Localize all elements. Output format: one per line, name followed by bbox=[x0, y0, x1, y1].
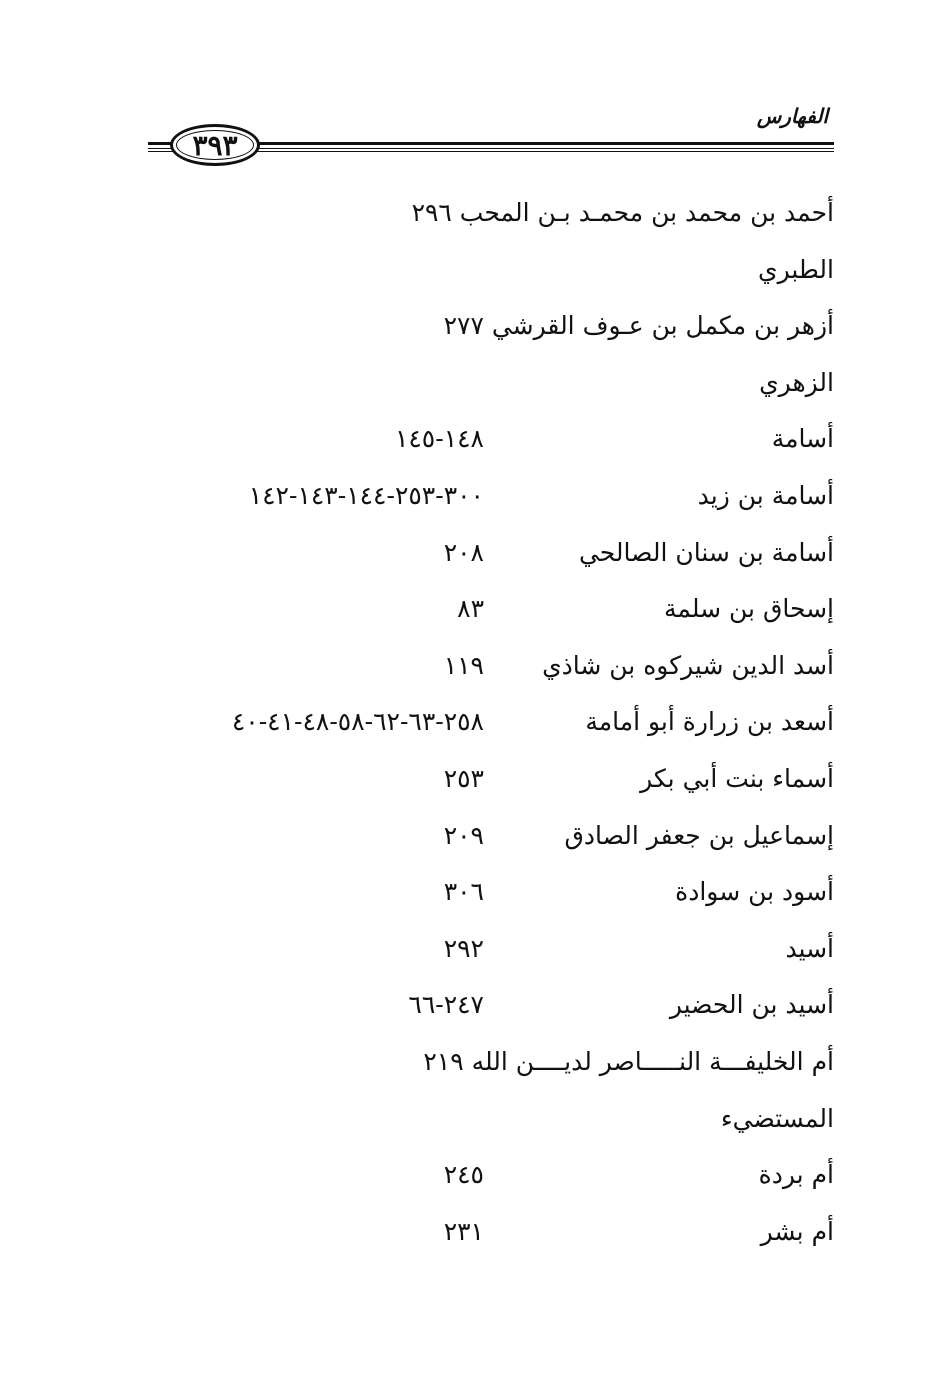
entry-pages: ٢٤٧-٦٦ bbox=[408, 990, 484, 1020]
entry-pages: ٢٥٣ bbox=[443, 763, 484, 793]
entry-text: المستضيء bbox=[720, 1103, 834, 1133]
index-entry bbox=[150, 473, 834, 530]
index-entry bbox=[150, 869, 834, 926]
entry-name: أسيد بن الحضير bbox=[669, 990, 834, 1020]
entry-pages: ٣٠٦ bbox=[443, 877, 484, 907]
page-number-badge bbox=[170, 124, 260, 166]
entry-name: أسامة bbox=[771, 424, 834, 454]
entry-name: إسحاق بن سلمة bbox=[663, 594, 834, 624]
entry-pages: ٢٣١ bbox=[443, 1216, 484, 1246]
index-list bbox=[150, 190, 834, 1265]
entry-name: أسماء بنت أبي بكر bbox=[640, 763, 834, 793]
entry-name: أسود بن سوادة bbox=[675, 877, 834, 907]
entry-text: الزهري bbox=[759, 367, 834, 397]
entry-name: إسماعيل بن جعفر الصادق bbox=[564, 820, 834, 850]
index-entry bbox=[150, 247, 834, 304]
index-entry bbox=[150, 699, 834, 756]
index-entry bbox=[150, 926, 834, 983]
index-entry bbox=[150, 982, 834, 1039]
entry-text: أحمد بن محمد بن محمـد بـن المحب ٢٩٦ bbox=[411, 198, 834, 227]
entry-pages: ١٤٨-١٤٥ bbox=[394, 424, 484, 454]
entry-name: أسد الدين شيركوه بن شاذي bbox=[542, 650, 834, 680]
index-entry bbox=[150, 190, 834, 247]
index-entry bbox=[150, 1152, 834, 1209]
entry-name: أسيد bbox=[785, 933, 834, 963]
index-entry bbox=[150, 643, 834, 700]
index-entry bbox=[150, 1039, 834, 1096]
index-entry bbox=[150, 813, 834, 870]
index-entry bbox=[150, 530, 834, 587]
entry-pages: ٨٣ bbox=[457, 594, 484, 624]
entry-pages: ٢٠٩ bbox=[443, 820, 484, 850]
index-entry bbox=[150, 416, 834, 473]
page-header bbox=[148, 104, 834, 168]
index-entry bbox=[150, 1096, 834, 1153]
index-entry bbox=[150, 586, 834, 643]
entry-name: أم بشر bbox=[760, 1216, 834, 1246]
entry-pages: ٢٩٢ bbox=[443, 933, 484, 963]
entry-text: أزهر بن مكمل بن عـوف القرشي ٢٧٧ bbox=[443, 311, 834, 341]
entry-pages: ٢٤٥ bbox=[443, 1160, 484, 1190]
entry-pages: ٢٥٨-٦٣-٦٢-٥٨-٤٨-٤١-٤٠ bbox=[231, 707, 484, 737]
entry-name: أسامة بن زيد bbox=[697, 480, 834, 510]
entry-name: أم بردة bbox=[758, 1160, 834, 1190]
page-number: ٣٩٣ bbox=[192, 128, 238, 162]
index-entry bbox=[150, 1209, 834, 1266]
section-title: الفهارس bbox=[756, 104, 828, 128]
entry-pages: ٣٠٠-٢٥٣-١٤٤-١٤٣-١٤٢ bbox=[248, 480, 484, 510]
index-entry bbox=[150, 303, 834, 360]
entry-name: أسامة بن سنان الصالحي bbox=[578, 537, 834, 567]
entry-pages: ١١٩ bbox=[443, 650, 484, 680]
index-entry bbox=[150, 360, 834, 417]
entry-pages: ٢٠٨ bbox=[443, 537, 484, 567]
index-entry bbox=[150, 756, 834, 813]
entry-name: أسعد بن زرارة أبو أمامة bbox=[585, 707, 834, 737]
entry-text: أم الخليفـــة النـــــاصر لديــــن الله ٢١٩ bbox=[423, 1046, 834, 1076]
entry-text: الطبري bbox=[758, 254, 834, 284]
